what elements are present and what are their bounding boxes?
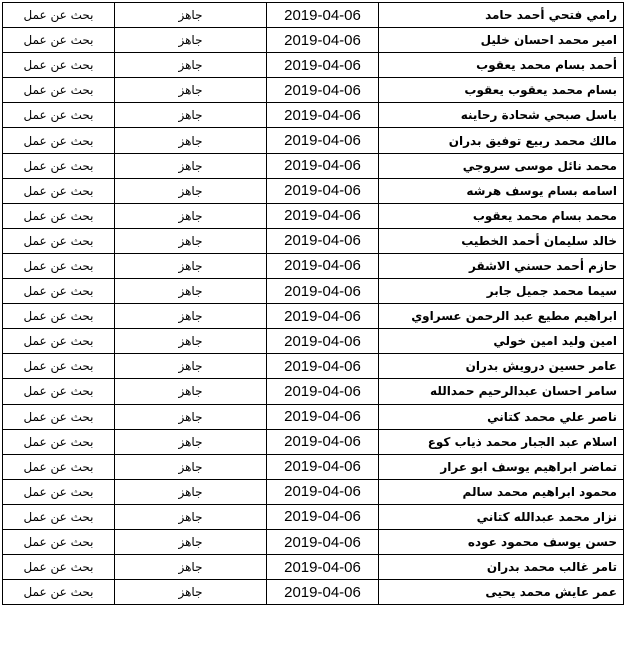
table-row bbox=[3, 529, 624, 554]
records-table bbox=[2, 2, 624, 605]
name-cell: سامر احسان عبدالرحيم حمدالله bbox=[379, 379, 624, 404]
records-table-body bbox=[3, 3, 624, 605]
date-cell: 2019-04-06 bbox=[267, 555, 379, 580]
date-cell: 2019-04-06 bbox=[267, 580, 379, 605]
name-cell: باسل صبحي شحادة رحاينه bbox=[379, 103, 624, 128]
table-row bbox=[3, 329, 624, 354]
type-cell: بحث عن عمل bbox=[3, 555, 115, 580]
date-cell: 2019-04-06 bbox=[267, 228, 379, 253]
name-cell: محمود ابراهيم محمد سالم bbox=[379, 479, 624, 504]
type-cell: بحث عن عمل bbox=[3, 279, 115, 304]
type-cell: بحث عن عمل bbox=[3, 354, 115, 379]
date-cell: 2019-04-06 bbox=[267, 3, 379, 28]
table-row bbox=[3, 53, 624, 78]
table-row bbox=[3, 429, 624, 454]
table-row bbox=[3, 379, 624, 404]
document-sheet bbox=[2, 2, 623, 652]
name-cell: اسامه بسام يوسف هرشه bbox=[379, 178, 624, 203]
table-row bbox=[3, 253, 624, 278]
date-cell: 2019-04-06 bbox=[267, 504, 379, 529]
type-cell: بحث عن عمل bbox=[3, 103, 115, 128]
type-cell: بحث عن عمل bbox=[3, 404, 115, 429]
status-cell: جاهز bbox=[115, 53, 267, 78]
table-row bbox=[3, 28, 624, 53]
type-cell: بحث عن عمل bbox=[3, 329, 115, 354]
name-cell: عمر عايش محمد يحيى bbox=[379, 580, 624, 605]
name-cell: تامر غالب محمد بدران bbox=[379, 555, 624, 580]
type-cell: بحث عن عمل bbox=[3, 379, 115, 404]
table-row bbox=[3, 279, 624, 304]
type-cell: بحث عن عمل bbox=[3, 203, 115, 228]
name-cell: اسلام عبد الجبار محمد ذياب كوع bbox=[379, 429, 624, 454]
name-cell: حازم أحمد حسني الاشقر bbox=[379, 253, 624, 278]
status-cell: جاهز bbox=[115, 228, 267, 253]
type-cell: بحث عن عمل bbox=[3, 304, 115, 329]
table-row bbox=[3, 228, 624, 253]
status-cell: جاهز bbox=[115, 379, 267, 404]
date-cell: 2019-04-06 bbox=[267, 153, 379, 178]
name-cell: خالد سليمان أحمد الخطيب bbox=[379, 228, 624, 253]
table-row bbox=[3, 454, 624, 479]
type-cell: بحث عن عمل bbox=[3, 529, 115, 554]
date-cell: 2019-04-06 bbox=[267, 279, 379, 304]
status-cell: جاهز bbox=[115, 404, 267, 429]
date-cell: 2019-04-06 bbox=[267, 253, 379, 278]
table-row bbox=[3, 3, 624, 28]
date-cell: 2019-04-06 bbox=[267, 479, 379, 504]
date-cell: 2019-04-06 bbox=[267, 379, 379, 404]
type-cell: بحث عن عمل bbox=[3, 454, 115, 479]
table-row bbox=[3, 203, 624, 228]
type-cell: بحث عن عمل bbox=[3, 228, 115, 253]
type-cell: بحث عن عمل bbox=[3, 53, 115, 78]
table-row bbox=[3, 580, 624, 605]
name-cell: رامي فتحي أحمد حامد bbox=[379, 3, 624, 28]
name-cell: امين وليد امين خولي bbox=[379, 329, 624, 354]
date-cell: 2019-04-06 bbox=[267, 304, 379, 329]
name-cell: امير محمد احسان خليل bbox=[379, 28, 624, 53]
type-cell: بحث عن عمل bbox=[3, 78, 115, 103]
date-cell: 2019-04-06 bbox=[267, 178, 379, 203]
status-cell: جاهز bbox=[115, 354, 267, 379]
name-cell: محمد بسام محمد يعقوب bbox=[379, 203, 624, 228]
status-cell: جاهز bbox=[115, 304, 267, 329]
name-cell: تماضر ابراهيم يوسف ابو عرار bbox=[379, 454, 624, 479]
name-cell: بسام محمد يعقوب يعقوب bbox=[379, 78, 624, 103]
date-cell: 2019-04-06 bbox=[267, 454, 379, 479]
name-cell: حسن يوسف محمود عوده bbox=[379, 529, 624, 554]
date-cell: 2019-04-06 bbox=[267, 529, 379, 554]
date-cell: 2019-04-06 bbox=[267, 203, 379, 228]
status-cell: جاهز bbox=[115, 454, 267, 479]
table-row bbox=[3, 479, 624, 504]
name-cell: ابراهيم مطيع عبد الرحمن عسراوي bbox=[379, 304, 624, 329]
status-cell: جاهز bbox=[115, 178, 267, 203]
status-cell: جاهز bbox=[115, 128, 267, 153]
type-cell: بحث عن عمل bbox=[3, 504, 115, 529]
type-cell: بحث عن عمل bbox=[3, 153, 115, 178]
status-cell: جاهز bbox=[115, 279, 267, 304]
name-cell: أحمد بسام محمد يعقوب bbox=[379, 53, 624, 78]
type-cell: بحث عن عمل bbox=[3, 429, 115, 454]
name-cell: مالك محمد ربيع توفيق بدران bbox=[379, 128, 624, 153]
date-cell: 2019-04-06 bbox=[267, 78, 379, 103]
date-cell: 2019-04-06 bbox=[267, 329, 379, 354]
status-cell: جاهز bbox=[115, 479, 267, 504]
status-cell: جاهز bbox=[115, 555, 267, 580]
table-row bbox=[3, 304, 624, 329]
status-cell: جاهز bbox=[115, 253, 267, 278]
table-row bbox=[3, 404, 624, 429]
status-cell: جاهز bbox=[115, 203, 267, 228]
table-row bbox=[3, 555, 624, 580]
table-row bbox=[3, 103, 624, 128]
date-cell: 2019-04-06 bbox=[267, 354, 379, 379]
table-row bbox=[3, 178, 624, 203]
name-cell: عامر حسين درويش بدران bbox=[379, 354, 624, 379]
table-row bbox=[3, 78, 624, 103]
status-cell: جاهز bbox=[115, 504, 267, 529]
status-cell: جاهز bbox=[115, 78, 267, 103]
status-cell: جاهز bbox=[115, 580, 267, 605]
status-cell: جاهز bbox=[115, 429, 267, 454]
type-cell: بحث عن عمل bbox=[3, 3, 115, 28]
status-cell: جاهز bbox=[115, 329, 267, 354]
type-cell: بحث عن عمل bbox=[3, 178, 115, 203]
status-cell: جاهز bbox=[115, 28, 267, 53]
status-cell: جاهز bbox=[115, 153, 267, 178]
status-cell: جاهز bbox=[115, 3, 267, 28]
name-cell: نزار محمد عبدالله كتاني bbox=[379, 504, 624, 529]
date-cell: 2019-04-06 bbox=[267, 53, 379, 78]
date-cell: 2019-04-06 bbox=[267, 128, 379, 153]
table-row bbox=[3, 504, 624, 529]
date-cell: 2019-04-06 bbox=[267, 28, 379, 53]
table-row bbox=[3, 128, 624, 153]
type-cell: بحث عن عمل bbox=[3, 580, 115, 605]
type-cell: بحث عن عمل bbox=[3, 28, 115, 53]
status-cell: جاهز bbox=[115, 103, 267, 128]
date-cell: 2019-04-06 bbox=[267, 429, 379, 454]
date-cell: 2019-04-06 bbox=[267, 404, 379, 429]
name-cell: محمد نائل موسى سروجي bbox=[379, 153, 624, 178]
table-row bbox=[3, 153, 624, 178]
table-row bbox=[3, 354, 624, 379]
type-cell: بحث عن عمل bbox=[3, 253, 115, 278]
name-cell: ناصر علي محمد كتاني bbox=[379, 404, 624, 429]
name-cell: سيما محمد جميل جابر bbox=[379, 279, 624, 304]
type-cell: بحث عن عمل bbox=[3, 128, 115, 153]
type-cell: بحث عن عمل bbox=[3, 479, 115, 504]
status-cell: جاهز bbox=[115, 529, 267, 554]
date-cell: 2019-04-06 bbox=[267, 103, 379, 128]
